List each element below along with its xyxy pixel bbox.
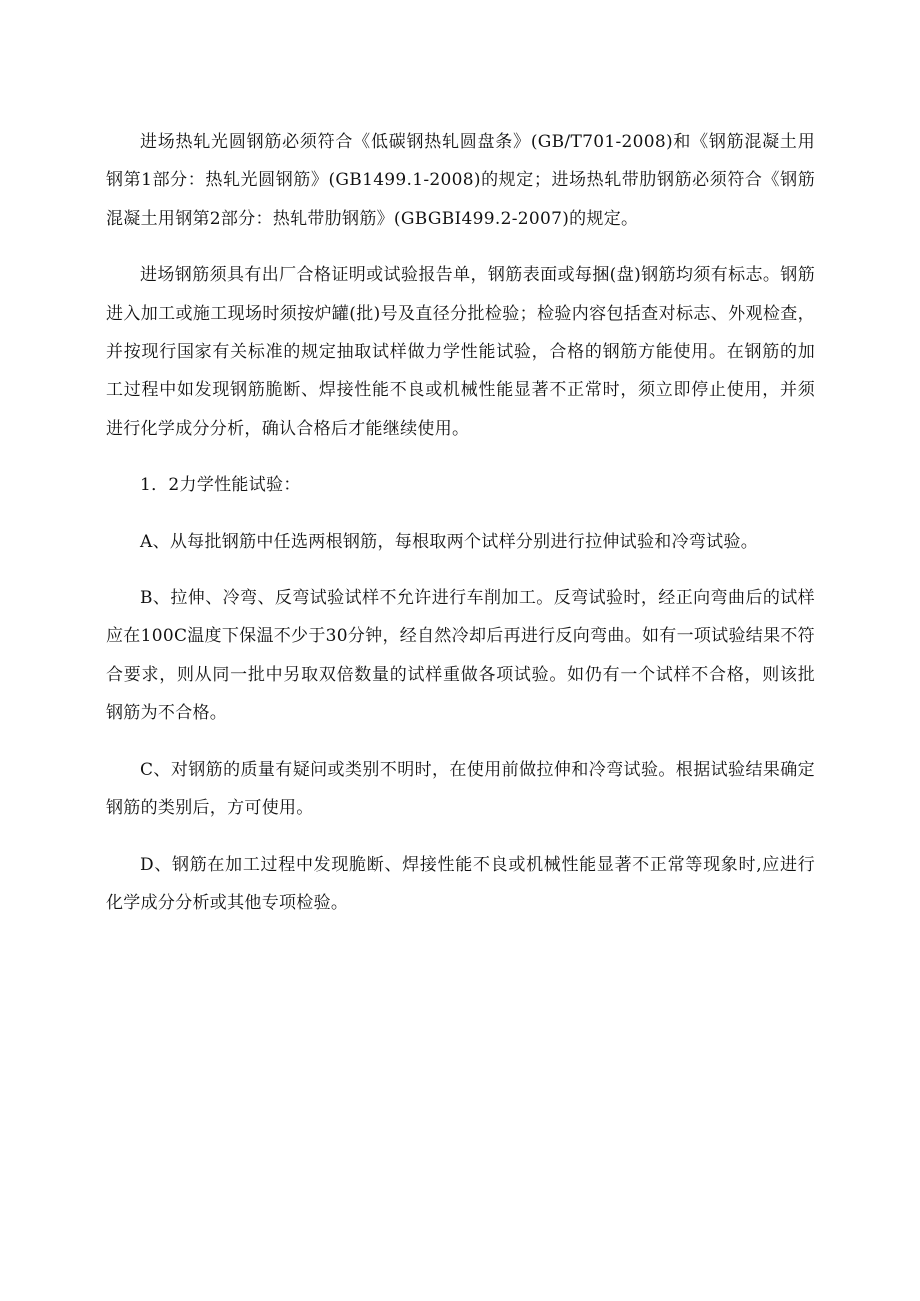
paragraph-item-d: D、钢筋在加工过程中发现脆断、焊接性能不良或机械性能显著不正常等现象时,应进行化学成分分析或其他专项检验。 [106, 854, 815, 913]
paragraph-item-c: C、对钢筋的质量有疑问或类别不明时，在使用前做拉伸和冷弯试验。根据试验结果确定钢筋的类别后，方可使用。 [106, 759, 815, 819]
paragraph-steel-standards: 进场热轧光圆钢筋必须符合《低碳钢热轧圆盘条》(GB/T701-2008)和《钢筋混凝土用钢第1部分：热轧光圆钢筋》(GB1499.1-2008)的规定；进场热轧带肋钢筋必须符合《钢筋混凝土用钢第2部分：热轧带肋钢筋》(GBGBI499.2-2007)的规定。 [106, 132, 815, 229]
section-heading-mechanical-test: 1．2力学性能试验： [140, 475, 301, 496]
paragraph-incoming-inspection: 进场钢筋须具有出厂合格证明或试验报告单，钢筋表面或每捆(盘)钢筋均须有标志。钢筋进入加工或施工现场时须按炉罐(批)号及直径分批检验；检验内容包括查对标志、外观检查，并按现行国家有关标准的规定抽取试样做力学性能试验，合格的钢筋方能使用。在钢筋的加工过程中如发现钢筋脆断、焊接性能不良或机械性能显著不正常时，须立即停止使用，并须进行化学成分分析，确认合格后才能继续使用。 [106, 265, 815, 439]
paragraph-item-b: B、拉伸、冷弯、反弯试验试样不允许进行车削加工。反弯试验时，经正向弯曲后的试样应在100C温度下保温不少于30分钟，经自然冷却后再进行反向弯曲。如有一项试验结果不符合要求，则从同一批中另取双倍数量的试样重做各项试验。如仍有一个试样不合格，则该批钢筋为不合格。 [106, 588, 815, 724]
paragraph-item-a: A、从每批钢筋中任选两根钢筋，每根取两个试样分别进行拉伸试验和冷弯试验。 [140, 531, 759, 552]
